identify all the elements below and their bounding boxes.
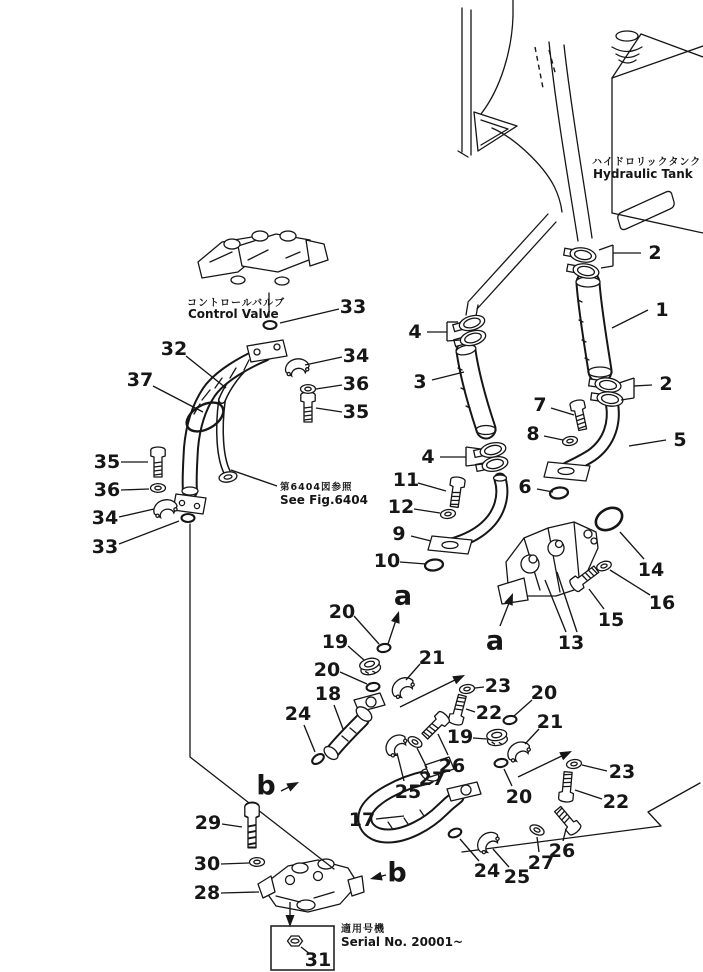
leader-line [544, 436, 563, 440]
callout-20: 20 [505, 786, 533, 808]
part-washer-27b [528, 823, 545, 837]
callout-1: 1 [655, 299, 669, 321]
part-oring-33b [182, 514, 195, 522]
callout-34: 34 [91, 507, 119, 529]
part-bolt-22b [558, 771, 575, 802]
callout-6: 6 [518, 476, 532, 498]
leader-line [121, 489, 149, 490]
part-oring-24a [310, 752, 325, 766]
callout-11: 11 [392, 469, 420, 491]
tank-label-plate [618, 191, 674, 229]
leader-line [475, 687, 484, 688]
callout-14: 14 [637, 559, 665, 581]
callout-b: b [256, 770, 276, 802]
callout-4: 4 [408, 321, 422, 343]
leader-line [620, 532, 644, 559]
callout-8: 8 [526, 423, 540, 445]
part-bolt-29 [245, 803, 259, 848]
callout-2: 2 [648, 242, 662, 264]
callout-3: 3 [413, 371, 427, 393]
leader-line [466, 709, 475, 712]
leader-line [305, 357, 342, 365]
hydraulic-tank-label-en: Hydraulic Tank [593, 167, 693, 181]
callout-9: 9 [392, 523, 406, 545]
callout-31: 31 [304, 949, 332, 971]
part-oring-20d [494, 758, 508, 768]
callout-23: 23 [608, 761, 636, 783]
arrowhead [286, 915, 295, 927]
arrowhead [452, 671, 467, 684]
callout-a: a [393, 580, 413, 612]
leader-line [619, 378, 634, 383]
callout-29: 29 [194, 812, 222, 834]
leader-line [518, 753, 568, 777]
part-oring-20a [377, 643, 391, 653]
part-clamphalf-25b [473, 828, 502, 856]
leader-line [397, 753, 404, 781]
callout-5: 5 [673, 429, 687, 451]
part-oring-20c [503, 715, 517, 725]
callout-12: 12 [387, 496, 415, 518]
part-washer-23a [459, 684, 475, 695]
callout-36: 36 [93, 479, 121, 501]
callout-28: 28 [193, 882, 221, 904]
leader-line [411, 536, 431, 541]
leader-line [504, 769, 512, 786]
arrowhead [559, 747, 574, 760]
part-washer-30 [250, 858, 265, 867]
callout-20: 20 [530, 682, 558, 704]
leader-line [316, 408, 342, 412]
part-oring-14 [592, 503, 626, 534]
leader-line [466, 447, 481, 449]
callout-19: 19 [321, 631, 349, 653]
part-washer-36b [301, 385, 316, 394]
leader-line [348, 646, 364, 660]
callout-17: 17 [348, 809, 376, 831]
callout-23: 23 [484, 675, 512, 697]
serial-label-jp: 適用号機 [341, 924, 385, 935]
part-clamp-2a [563, 245, 597, 264]
leader-line [417, 748, 427, 768]
part-clamp-2d [590, 389, 624, 407]
callout-24: 24 [473, 860, 501, 882]
leader-line [599, 245, 613, 250]
leader-line [153, 386, 203, 412]
leader-line [400, 562, 426, 564]
part-clamp-2b [566, 261, 600, 280]
leader-line [376, 816, 404, 819]
callout-21: 21 [418, 647, 446, 669]
callout-22: 22 [602, 791, 630, 813]
part-seat-19b [486, 728, 508, 747]
arrowhead [286, 778, 301, 791]
part-seat-19a [358, 656, 381, 676]
leader-line [629, 440, 666, 446]
callout-20: 20 [328, 601, 356, 623]
callout-21: 21 [536, 711, 564, 733]
part-clamphalf-25a [381, 731, 409, 759]
leader-line [514, 700, 532, 716]
callout-20: 20 [313, 659, 341, 681]
leader-line [354, 616, 379, 644]
callout-25: 25 [394, 781, 422, 803]
callout-30: 30 [193, 853, 221, 875]
callout-b: b [387, 857, 407, 889]
part-oring-10 [424, 558, 443, 571]
part-clamphalf-21a [388, 673, 417, 700]
callout-36: 36 [342, 373, 370, 395]
callout-27: 27 [418, 768, 446, 790]
control-valve-label-en: Control Valve [188, 307, 279, 321]
part-washer-36a [151, 484, 166, 493]
leader-line [473, 738, 487, 739]
callout-13: 13 [557, 632, 585, 654]
leader-line [221, 863, 249, 864]
callout-15: 15 [597, 609, 625, 631]
tank-filler-cap [616, 31, 638, 41]
part-oring-6 [549, 486, 568, 499]
part-oring-24b [448, 827, 463, 839]
callout-37: 37 [126, 369, 154, 391]
piping-32-drawing [173, 340, 287, 514]
callout-24: 24 [284, 703, 312, 725]
callout-25: 25 [503, 866, 531, 888]
part-washer-12 [440, 509, 456, 520]
part-oring-20b [366, 682, 380, 692]
leader-line [280, 309, 339, 323]
callout-18: 18 [314, 683, 342, 705]
callout-27: 27 [527, 852, 555, 874]
part-bolt-26b [552, 804, 582, 836]
valve-28-drawing [258, 859, 364, 912]
leader-line [601, 266, 613, 268]
part-bolt-35b [301, 392, 315, 422]
callout-19: 19 [446, 726, 474, 748]
part-bolt-11 [447, 476, 465, 508]
part-bolt-22a [448, 694, 470, 727]
part-bolt-35a [151, 447, 165, 477]
callout-7: 7 [533, 394, 547, 416]
leader-line [222, 824, 242, 827]
leader-line [316, 385, 342, 389]
part-oring-33a [264, 321, 277, 329]
serial-label-en: Serial No. 20001~ [341, 935, 464, 949]
callout-35: 35 [93, 451, 121, 473]
leader-line [575, 790, 602, 799]
part-washer-8 [562, 435, 578, 446]
arrowhead [391, 610, 403, 624]
hose-3-drawing [455, 344, 496, 435]
callout-26: 26 [548, 840, 576, 862]
callout-35: 35 [342, 401, 370, 423]
callout-33: 33 [339, 296, 367, 318]
leader-line [334, 705, 343, 729]
pump-13-drawing [498, 522, 598, 604]
leader-line [418, 483, 446, 491]
leader-line [304, 725, 315, 752]
callout-16: 16 [648, 592, 676, 614]
leader-line [119, 521, 179, 544]
callout-22: 22 [475, 702, 503, 724]
leader-line [589, 589, 604, 609]
callout-34: 34 [342, 345, 370, 367]
part-washer-23b [566, 759, 582, 770]
callout-a: a [485, 625, 505, 657]
part-clamp-34a [284, 357, 310, 377]
leader-line [634, 385, 652, 386]
leader-line [432, 372, 464, 380]
hydraulic-tank-label-jp: ハイドロリックタンク [592, 157, 702, 168]
leader-line [537, 837, 539, 852]
callout-10: 10 [373, 550, 401, 572]
callout-32: 32 [160, 338, 188, 360]
text-labels [187, 156, 701, 949]
see-fig-label-jp: 第6404図参照 [280, 482, 353, 493]
callout-2: 2 [659, 373, 673, 395]
see-fig-label-en: See Fig.6404 [280, 493, 368, 507]
callout-33: 33 [91, 536, 119, 558]
leader-line [612, 310, 648, 328]
leader-line [119, 509, 154, 517]
arrowhead [369, 872, 383, 884]
leader-line [414, 509, 440, 513]
hose-1-drawing [576, 277, 612, 377]
part-washer-27a [406, 734, 423, 749]
leader-line [582, 765, 607, 771]
callout-4: 4 [421, 446, 435, 468]
leader-line [221, 892, 259, 893]
part-clamphalf-21b [504, 738, 533, 764]
elbow-9-drawing [428, 475, 507, 554]
callout-26: 26 [438, 755, 466, 777]
control-valve-label-jp: コントロールバルブ [187, 298, 286, 309]
part-nut-31 [288, 936, 303, 946]
